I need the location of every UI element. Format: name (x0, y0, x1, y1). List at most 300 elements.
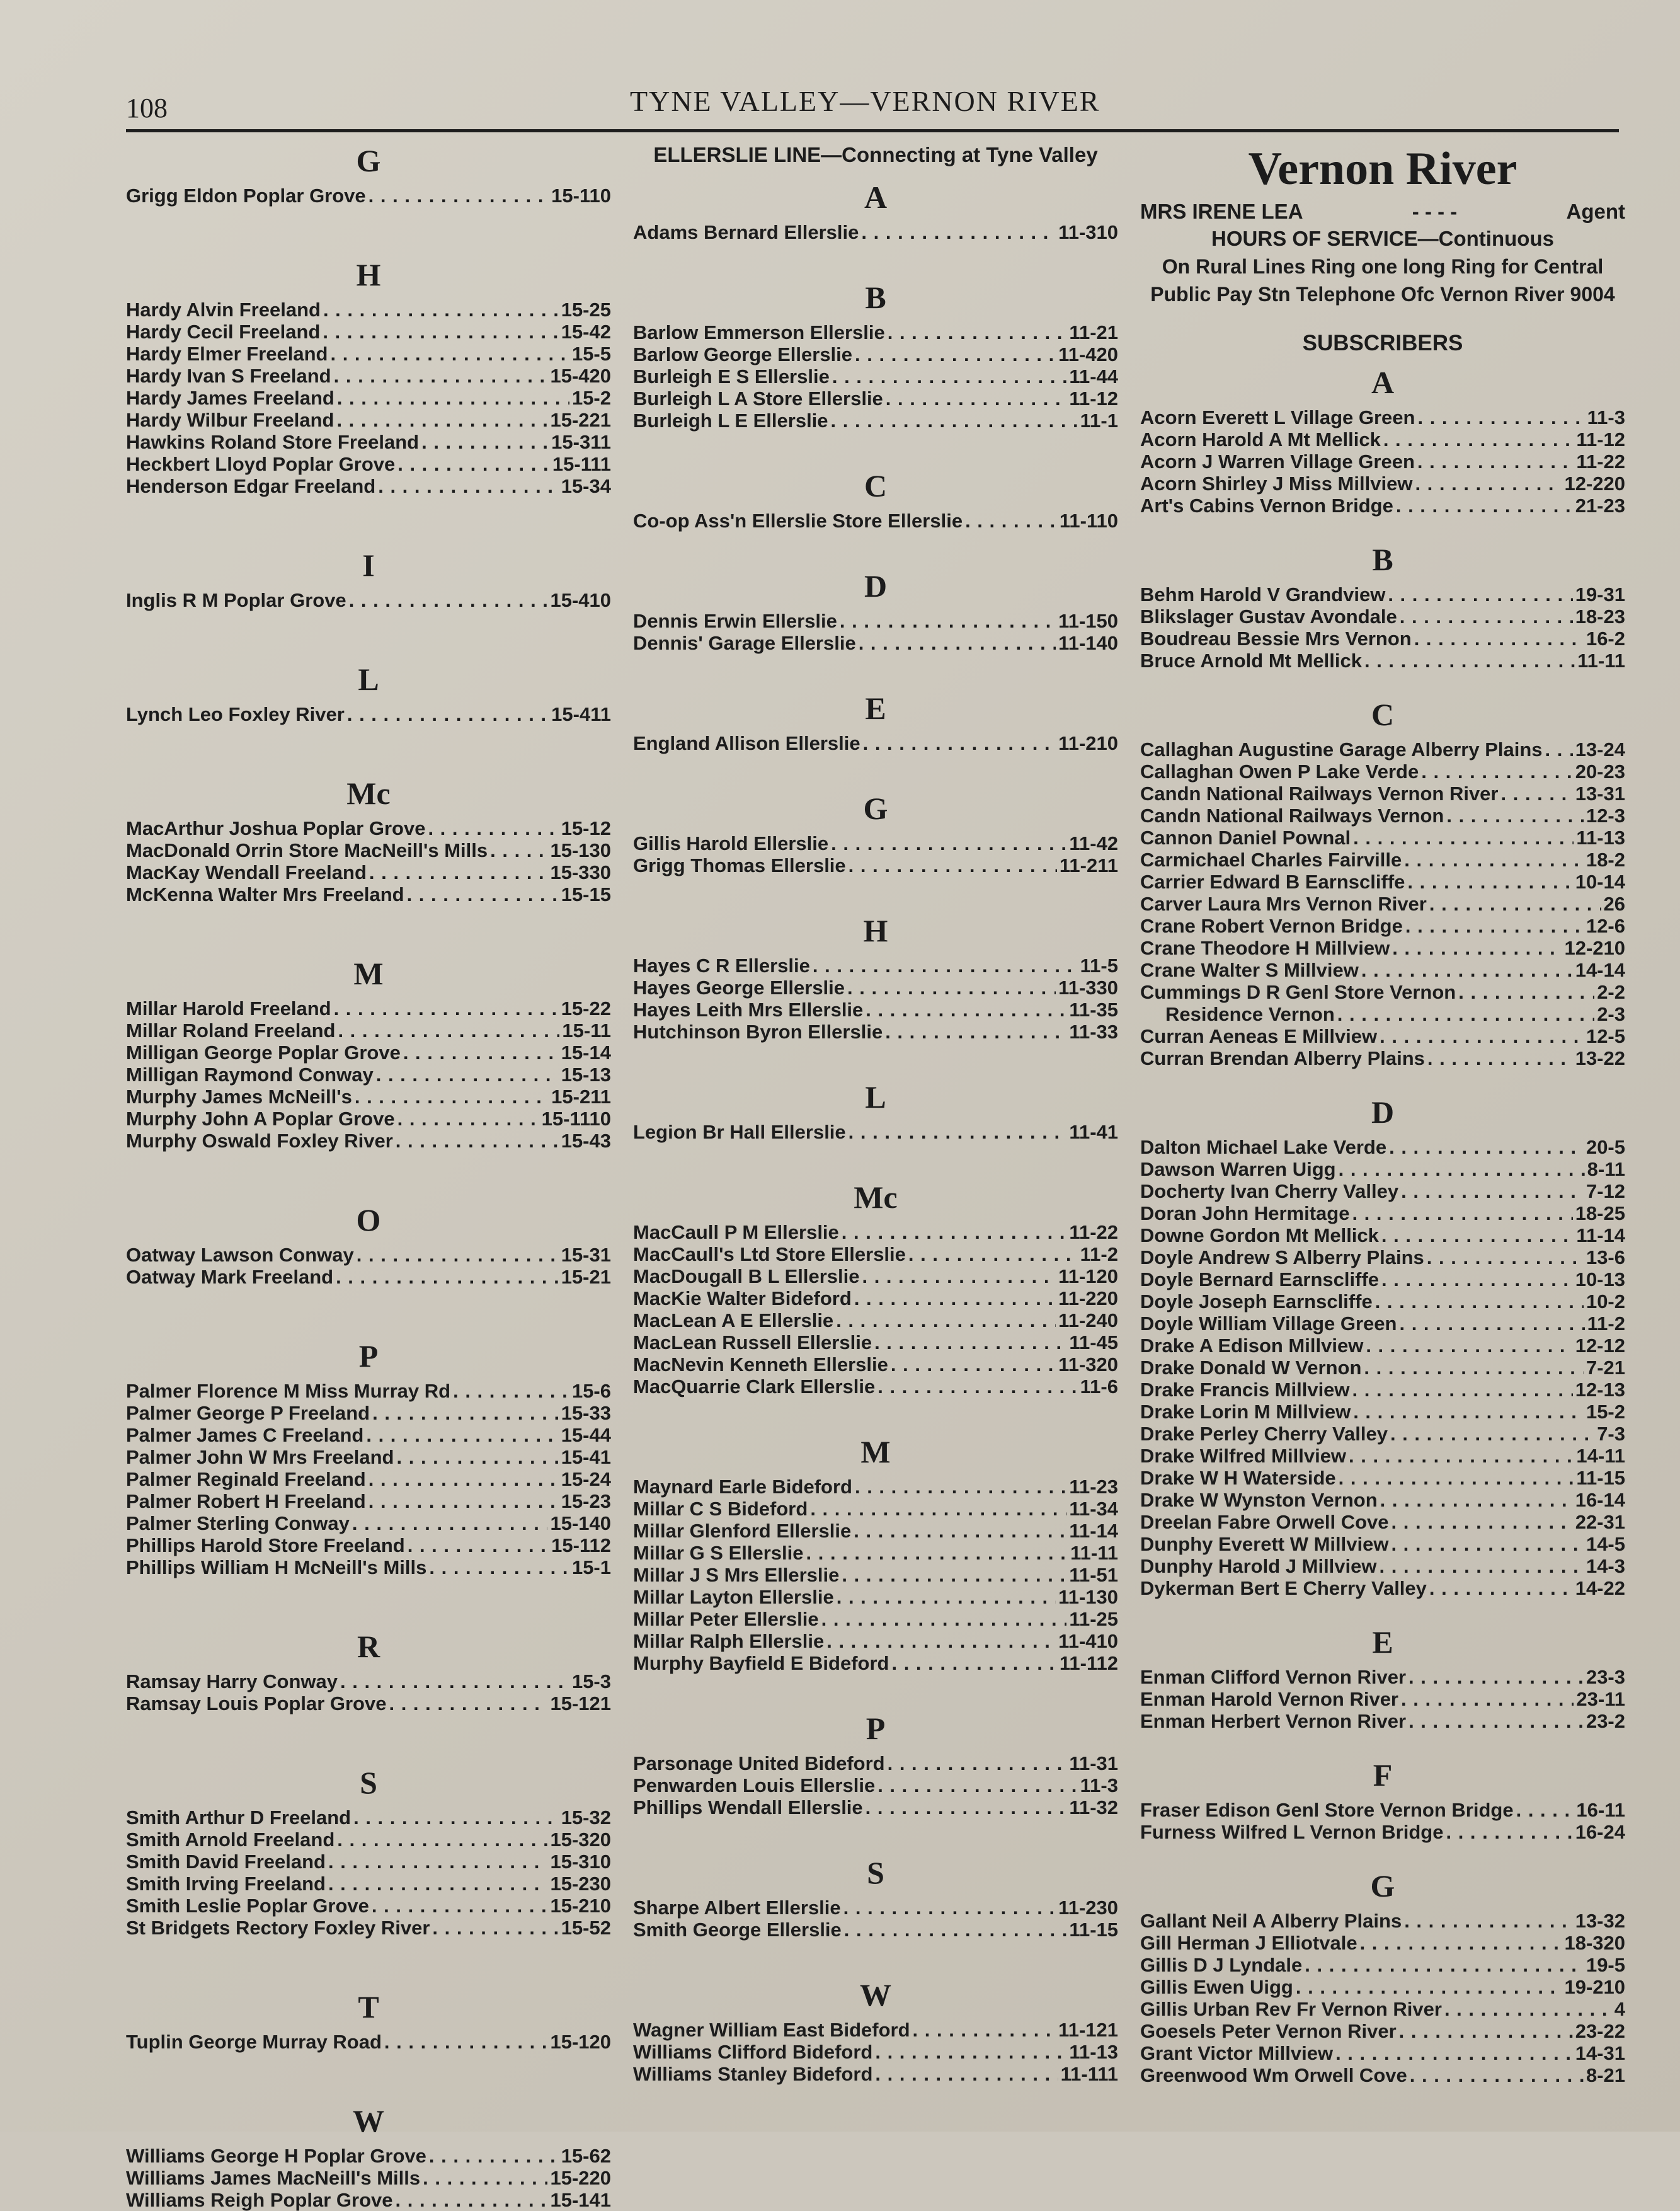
subscriber-name: Cummings D R Genl Store Vernon (1140, 981, 1456, 1003)
leader-dots (372, 1895, 548, 1917)
listing-entry (126, 1244, 611, 1266)
subscriber-name: Millar Harold Freeland (126, 997, 331, 1019)
leader-dots (1399, 2020, 1573, 2042)
subscriber-name: Acorn Shirley J Miss Millview (1140, 473, 1413, 495)
phone-number: 11-3 (1080, 1774, 1118, 1796)
listing-entry (1140, 628, 1625, 650)
phone-number: 11-210 (1058, 732, 1118, 754)
column-ellerslie-line (633, 142, 1118, 2085)
section-letter: C (864, 468, 888, 503)
phone-number: 11-140 (1058, 632, 1118, 654)
listing-entry (1140, 1577, 1625, 1599)
subscriber-name: Barlow George Ellerslie (633, 343, 853, 365)
leader-dots (891, 1353, 1056, 1375)
subscriber-name: Murphy Oswald Foxley River (126, 1130, 393, 1152)
phone-number: 23-22 (1575, 2020, 1625, 2042)
leader-dots (1389, 1136, 1584, 1158)
phone-number: 11-11 (1577, 650, 1625, 672)
subscriber-name: Gillis Harold Ellerslie (633, 832, 829, 854)
subscriber-name: Hardy Wilbur Freeland (126, 409, 334, 431)
phone-number: 11-51 (1069, 1564, 1118, 1586)
phone-number: 14-11 (1576, 1445, 1625, 1467)
phone-number: 12-210 (1564, 937, 1625, 959)
phone-number: 15-112 (551, 1534, 611, 1556)
phone-number: 11-15 (1069, 1919, 1118, 1941)
subscriber-name: Callaghan Augustine Garage Alberry Plains (1140, 738, 1543, 761)
phone-number: 4 (1614, 1998, 1625, 2020)
subscriber-name: Millar Glenford Ellerslie (633, 1520, 852, 1542)
leader-dots (397, 1108, 539, 1130)
phone-number: 18-320 (1564, 1932, 1625, 1954)
phone-number: 15-23 (561, 1490, 611, 1512)
subscriber-name: Greenwood Wm Orwell Cove (1140, 2064, 1407, 2086)
subscriber-name: Hardy Elmer Freeland (126, 343, 328, 365)
subscriber-name: Burleigh E S Ellerslie (633, 365, 830, 388)
pay-station-note: Public Pay Stn Telephone Ofc Vernon River 9004 (1150, 283, 1615, 306)
subscriber-name: Drake Francis Millview (1140, 1379, 1350, 1401)
ellerslie-line-heading: ELLERSLIE LINE—Connecting at Tyne Valley (653, 143, 1098, 166)
leader-dots (372, 1402, 559, 1424)
leader-dots (1375, 1290, 1584, 1312)
leader-dots (1335, 2042, 1573, 2064)
leader-dots (1409, 1710, 1584, 1732)
subscriber-name: Milligan Raymond Conway (126, 1064, 374, 1086)
subscriber-name: Millar Layton Ellerslie (633, 1586, 834, 1608)
subscriber-name: Gillis Ewen Uigg (1140, 1976, 1293, 1998)
leader-dots (1458, 981, 1594, 1003)
leader-dots (1381, 1268, 1573, 1290)
phone-number: 15-411 (551, 703, 611, 725)
subscriber-name: Millar J S Mrs Ellerslie (633, 1564, 840, 1586)
leader-dots (862, 1265, 1056, 1287)
phone-number: 15-62 (561, 2145, 611, 2167)
phone-number: 23-2 (1586, 1710, 1625, 1732)
leader-dots (854, 1287, 1056, 1309)
phone-number: 19-210 (1564, 1976, 1625, 1998)
leader-dots (1383, 428, 1574, 451)
phone-number: 8-11 (1587, 1158, 1625, 1180)
subscriber-name: Drake Donald W Vernon (1140, 1357, 1362, 1379)
leader-dots (336, 409, 547, 431)
leader-dots (1401, 1180, 1584, 1202)
phone-number: 11-12 (1069, 388, 1118, 410)
phone-number: 15-211 (551, 1086, 611, 1108)
subscriber-name: Art's Cabins Vernon Bridge (1140, 495, 1393, 517)
leader-dots (353, 1806, 559, 1829)
subscriber-name: Hayes Leith Mrs Ellerslie (633, 999, 864, 1021)
leader-dots (337, 1829, 547, 1851)
subscriber-name: MacDougall B L Ellerslie (633, 1265, 860, 1287)
leader-dots (1305, 1954, 1584, 1976)
phone-number: 11-41 (1069, 1121, 1118, 1143)
listing-entry (126, 2167, 611, 2189)
phone-number: 11-2 (1080, 1243, 1118, 1265)
subscriber-name: Burleigh L E Ellerslie (633, 410, 828, 432)
phone-number: 11-22 (1069, 1221, 1118, 1243)
leader-dots (842, 1564, 1066, 1586)
leader-dots (1349, 1445, 1574, 1467)
leader-dots (1391, 1511, 1573, 1533)
listing-entry (126, 1851, 611, 1873)
subscriber-name: Dykerman Bert E Cherry Valley (1140, 1577, 1427, 1599)
subscriber-name: Dalton Michael Lake Verde (1140, 1136, 1387, 1158)
listing-entry (126, 2145, 611, 2167)
subscriber-name: Dreelan Fabre Orwell Cove (1140, 1511, 1389, 1533)
subscriber-name: Millar C S Bideford (633, 1498, 808, 1520)
listing-entry (1140, 1467, 1625, 1489)
listing-entry (126, 1042, 611, 1064)
subscriber-name: Palmer John W Mrs Freeland (126, 1446, 394, 1468)
phone-number: 20-23 (1575, 761, 1625, 783)
page-header (126, 76, 1619, 132)
subscriber-name: Palmer Robert H Freeland (126, 1490, 366, 1512)
section-letter: O (356, 1202, 381, 1238)
subscriber-name: Hayes George Ellerslie (633, 977, 845, 999)
leader-dots (810, 1498, 1066, 1520)
subscriber-name: Oatway Mark Freeland (126, 1266, 334, 1288)
subscriber-name: Palmer Florence M Miss Murray Rd (126, 1380, 451, 1402)
phone-number: 2-2 (1597, 981, 1625, 1003)
leader-dots (965, 510, 1057, 532)
subscriber-name: Goesels Peter Vernon River (1140, 2020, 1397, 2042)
leader-dots (334, 365, 548, 387)
listing-entry (126, 1086, 611, 1108)
subscriber-name: Phillips Harold Store Freeland (126, 1534, 405, 1556)
phone-number: 11-211 (1059, 854, 1118, 876)
listing-entry (1140, 1976, 1625, 1998)
subscriber-name: Wagner William East Bideford (633, 2019, 910, 2041)
phone-number: 11-14 (1069, 1520, 1118, 1542)
phone-number: 15-25 (561, 299, 611, 321)
phone-number: 22-31 (1575, 1511, 1625, 1533)
leader-dots (340, 1670, 569, 1692)
listing-entry (126, 1490, 611, 1512)
phone-number: 16-11 (1576, 1799, 1625, 1821)
listing-entry (126, 475, 611, 497)
leader-dots (806, 1542, 1068, 1564)
phone-number: 12-220 (1564, 473, 1625, 495)
listing-entry (1140, 1246, 1625, 1268)
phone-number: 15-120 (550, 2031, 611, 2053)
phone-number: 20-5 (1586, 1136, 1625, 1158)
listing-entry (633, 1752, 1118, 1774)
leader-dots (844, 1919, 1067, 1941)
phone-number: 15-420 (550, 365, 611, 387)
phone-number: 15-32 (561, 1806, 611, 1829)
subscriber-name: Millar Ralph Ellerslie (633, 1630, 825, 1652)
phone-number: 15-41 (561, 1446, 611, 1468)
listing-entry (1140, 1445, 1625, 1467)
subscriber-name: Millar Roland Freeland (126, 1019, 336, 1042)
listing-entry (126, 1108, 611, 1130)
subscriber-name: Parsonage United Bideford (633, 1752, 885, 1774)
subscriber-name: Hutchinson Byron Ellerslie (633, 1021, 883, 1043)
listing-entry (1140, 959, 1625, 981)
subscriber-name: Williams James MacNeill's Mills (126, 2167, 421, 2189)
phone-number: 15-210 (550, 1895, 611, 1917)
section-letter: D (1371, 1094, 1395, 1130)
leader-dots (877, 1774, 1077, 1796)
phone-number: 11-330 (1058, 977, 1118, 999)
phone-number: 15-2 (1586, 1401, 1625, 1423)
section-letter: G (1370, 1868, 1395, 1904)
agent-dashes: - - - - (1412, 200, 1458, 223)
phone-number: 15-220 (550, 2167, 611, 2189)
listing-entry (633, 632, 1118, 654)
listing-entry (126, 185, 611, 207)
phone-number: 11-11 (1070, 1542, 1118, 1564)
leader-dots (1516, 1799, 1574, 1821)
subscriber-name: Drake Lorin M Millview (1140, 1401, 1351, 1423)
phone-number: 11-13 (1576, 827, 1625, 849)
phone-number: 15-221 (550, 409, 611, 431)
leader-dots (1409, 1666, 1584, 1688)
leader-dots (1407, 871, 1572, 893)
phone-number: 16-14 (1575, 1489, 1625, 1511)
phone-number: 15-24 (561, 1468, 611, 1490)
section-letter: G (356, 143, 381, 178)
phone-number: 15-11 (562, 1019, 611, 1042)
subscriber-name: Milligan George Poplar Grove (126, 1042, 401, 1064)
listing-entry (126, 883, 611, 905)
phone-number: 15-310 (550, 1851, 611, 1873)
subscriber-name: MacDonald Orrin Store MacNeill's Mills (126, 839, 488, 861)
subscriber-name: Phillips Wendall Ellerslie (633, 1796, 863, 1818)
listing-entry (633, 1897, 1118, 1919)
listing-entry (633, 1796, 1118, 1818)
listing-entry (633, 1498, 1118, 1520)
subscriber-name: Candn National Railways Vernon (1140, 805, 1444, 827)
listing-entry (126, 1534, 611, 1556)
listing-entry (633, 1331, 1118, 1353)
leader-dots (1380, 1025, 1584, 1047)
subscriber-name: Cannon Daniel Pownal (1140, 827, 1351, 849)
listing-entry (633, 365, 1118, 388)
leader-dots (334, 997, 559, 1019)
phone-number: 11-44 (1069, 365, 1118, 388)
rural-lines-note: On Rural Lines Ring one long Ring for Central (1162, 255, 1604, 278)
phone-number: 15-121 (550, 1692, 611, 1714)
phone-number: 14-3 (1586, 1555, 1625, 1577)
subscriber-name: Dennis Erwin Ellerslie (633, 610, 837, 632)
subscriber-name: Tuplin George Murray Road (126, 2031, 382, 2053)
leader-dots (330, 343, 569, 365)
subscriber-name: Ramsay Louis Poplar Grove (126, 1692, 387, 1714)
listing-entry (1140, 1047, 1625, 1069)
listing-entry (1140, 1932, 1625, 1954)
subscriber-name: Doyle Andrew S Alberry Plains (1140, 1246, 1424, 1268)
leader-dots (1339, 1158, 1585, 1180)
subscriber-name: Legion Br Hall Ellerslie (633, 1121, 846, 1143)
phone-number: 15-33 (561, 1402, 611, 1424)
subscriber-name: Hardy James Freeland (126, 387, 334, 409)
subscriber-name: Dawson Warren Uigg (1140, 1158, 1336, 1180)
phone-number: 11-310 (1058, 221, 1118, 243)
phone-number: 21-23 (1575, 495, 1625, 517)
listing-entry (633, 977, 1118, 999)
listing-entry (126, 589, 611, 611)
subscriber-name: Grigg Thomas Ellerslie (633, 854, 846, 876)
page-number: 108 (126, 93, 168, 123)
phone-number: 23-11 (1576, 1688, 1625, 1710)
phone-number: 15-2 (571, 387, 611, 409)
leader-dots (396, 2189, 548, 2211)
section-letter: E (865, 691, 886, 726)
listing-entry (1140, 893, 1625, 915)
phone-number: 16-24 (1575, 1821, 1625, 1843)
phone-number: 11-6 (1080, 1375, 1118, 1398)
leader-dots (1401, 1688, 1574, 1710)
leader-dots (423, 2167, 547, 2189)
section-letter: P (358, 1338, 379, 1374)
subscriber-name: Drake Wilfred Millview (1140, 1445, 1347, 1467)
subscriber-name: MacKie Walter Bideford (633, 1287, 852, 1309)
listing-entry (126, 453, 611, 475)
phone-number: 15-34 (561, 475, 611, 497)
listing-entry (1140, 2020, 1625, 2042)
phone-number: 10-14 (1575, 871, 1625, 893)
subscriber-name: Doyle Joseph Earnscliffe (1140, 1290, 1373, 1312)
listing-entry (1140, 1335, 1625, 1357)
subscriber-name: MacNevin Kenneth Ellerslie (633, 1353, 888, 1375)
phone-number: 15-42 (561, 321, 611, 343)
listing-entry (1140, 1533, 1625, 1555)
subscriber-name: Downe Gordon Mt Mellick (1140, 1224, 1379, 1246)
leader-dots (855, 343, 1056, 365)
phone-number: 11-121 (1058, 2019, 1118, 2041)
listing-entry (633, 321, 1118, 343)
leader-dots (1446, 1821, 1572, 1843)
subscriber-name: Heckbert Lloyd Poplar Grove (126, 453, 396, 475)
leader-dots (323, 321, 558, 343)
listing-entry (126, 1917, 611, 1939)
subscriber-name: Behm Harold V Grandview (1140, 583, 1386, 606)
subscribers-heading: SUBSCRIBERS (1302, 331, 1463, 355)
phone-number: 14-14 (1575, 959, 1625, 981)
listing-entry (1140, 2042, 1625, 2064)
leader-dots (1339, 1467, 1574, 1489)
leader-dots (1352, 1379, 1573, 1401)
listing-entry (126, 2189, 611, 2211)
section-letter: G (863, 791, 888, 826)
listing-entry (1140, 1158, 1625, 1180)
listing-entry (633, 388, 1118, 410)
listing-entry (1140, 827, 1625, 849)
phone-number: 15-3 (571, 1670, 611, 1692)
section-letter: Mc (346, 776, 391, 811)
leader-dots (861, 221, 1056, 243)
subscriber-name: Boudreau Bessie Mrs Vernon (1140, 628, 1412, 650)
subscriber-name: Drake Perley Cherry Valley (1140, 1423, 1388, 1445)
subscriber-name: Williams George H Poplar Grove (126, 2145, 426, 2167)
phone-number: 18-25 (1575, 1202, 1625, 1224)
leader-dots (347, 703, 549, 725)
subscriber-name: Acorn Harold A Mt Mellick (1140, 428, 1381, 451)
subscriber-name: Williams Reigh Poplar Grove (126, 2189, 393, 2211)
phone-number: 15-44 (561, 1424, 611, 1446)
leader-dots (1404, 1910, 1573, 1932)
leader-dots (1396, 495, 1573, 517)
leader-dots (369, 1490, 559, 1512)
phone-number: 11-111 (1060, 2063, 1118, 2085)
leader-dots (842, 1221, 1067, 1243)
leader-dots (369, 1468, 559, 1490)
subscriber-name: Smith George Ellerslie (633, 1919, 842, 1941)
subscriber-name: McKenna Walter Mrs Freeland (126, 883, 404, 905)
listing-entry (633, 1564, 1118, 1586)
listing-entry (1140, 1401, 1625, 1423)
listing-entry (1140, 606, 1625, 628)
ellerslie-listing (633, 178, 1118, 2085)
listing-entry (1140, 1954, 1625, 1976)
leader-dots (863, 732, 1056, 754)
leader-dots (813, 955, 1078, 977)
listing-entry (633, 1586, 1118, 1608)
phone-number: 11-32 (1069, 1796, 1118, 1818)
listing-entry (126, 1556, 611, 1578)
phone-number: 15-31 (561, 1244, 611, 1266)
phone-number: 23-3 (1586, 1666, 1625, 1688)
subscriber-name: Enman Clifford Vernon River (1140, 1666, 1407, 1688)
leader-dots (1427, 1047, 1573, 1069)
phone-number: 11-23 (1069, 1476, 1118, 1498)
subscriber-name: Drake W Wynston Vernon (1140, 1489, 1378, 1511)
phone-number: 16-2 (1586, 628, 1625, 650)
listing-entry (126, 1468, 611, 1490)
listing-entry (1140, 1710, 1625, 1732)
phone-number: 15-13 (561, 1064, 611, 1086)
leader-dots (1361, 959, 1573, 981)
subscriber-name: Hardy Ivan S Freeland (126, 365, 331, 387)
subscriber-name: Hardy Alvin Freeland (126, 299, 321, 321)
leader-dots (429, 2145, 559, 2167)
phone-number: 18-2 (1586, 849, 1625, 871)
leader-dots (849, 1121, 1067, 1143)
listing-entry (126, 321, 611, 343)
phone-number: 15-15 (561, 883, 611, 905)
phone-number: 11-12 (1576, 428, 1625, 451)
section-letter: A (864, 180, 888, 215)
leader-dots (337, 387, 569, 409)
leader-dots (1501, 783, 1573, 805)
phone-number: 11-45 (1069, 1331, 1118, 1353)
leader-dots (428, 817, 558, 839)
phone-number: 15-21 (561, 1266, 611, 1288)
leader-dots (888, 321, 1067, 343)
subscriber-name: MacCaull's Ltd Store Ellerslie (633, 1243, 906, 1265)
listing-entry (1140, 1202, 1625, 1224)
leader-dots (429, 1556, 569, 1578)
subscriber-name: Millar G S Ellerslie (633, 1542, 804, 1564)
listing-entry (633, 1221, 1118, 1243)
leader-dots (1410, 2064, 1584, 2086)
listing-entry (126, 997, 611, 1019)
leader-dots (1417, 406, 1584, 428)
listing-entry (126, 1512, 611, 1534)
listing-entry (1140, 871, 1625, 893)
listing-entry (126, 1446, 611, 1468)
subscriber-name: Carver Laura Mrs Vernon River (1140, 893, 1427, 915)
phone-number: 13-24 (1575, 738, 1625, 761)
listing-entry (633, 1121, 1118, 1143)
subscriber-name: Sharpe Albert Ellerslie (633, 1897, 841, 1919)
phone-number: 11-240 (1058, 1309, 1118, 1331)
listing-entry (1140, 805, 1625, 827)
listing-entry (1140, 1688, 1625, 1710)
leader-dots (376, 1064, 559, 1086)
listing-entry (126, 1806, 611, 1829)
phone-number: 12-3 (1586, 805, 1625, 827)
